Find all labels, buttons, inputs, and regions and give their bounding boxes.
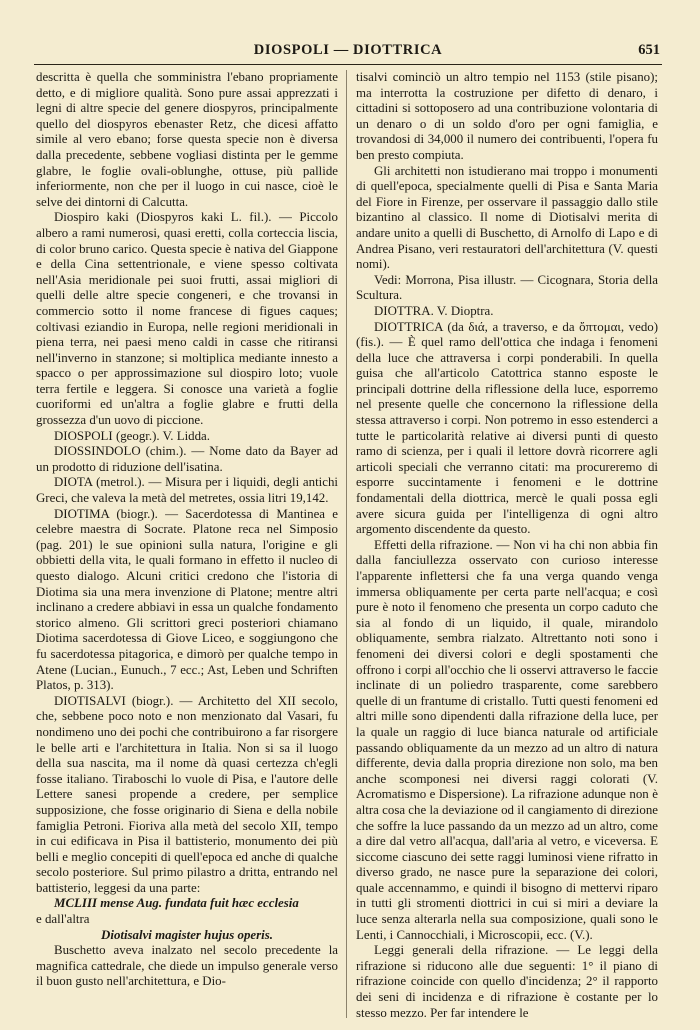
paragraph: Buschetto aveva inalzato nel secolo precedente la magnifica cattedrale, che diede un impulso generale verso il buon gusto nell'architettura, e Dio-: [36, 943, 338, 989]
entry-diota: DIOTA (metrol.). — Misura per i liquidi, degli antichi Greci, che valeva la metà del metretes, ossia litri 19,142.: [36, 475, 338, 506]
inscription-line-2: Diotisalvi magister hujus operis.: [101, 927, 273, 942]
entry-diotisalvi: DIOTISALVI (biogr.). — Architetto del XII secolo, che, sebbene poco noto e non menzionato dal Vasari, fu nondimeno uno dei pochi che contribuirono a far risorgere le belle arti e l'architettura in Italia. Non si sa il luogo della sua nascita, ma il nome dà quasi certezza ch'egli fosse italiano. Tiraboschi lo vuole di Pisa, e l'autore delle Lettere sanesi propende a credere, per semplice supposizione, che fosse originario di Siena e della nobile famiglia Petroni. Fioriva alla metà del secolo XII, tempo in cui edificava in Pisa il battisterio, monumento dei più belli e meglio concepiti di quell'epoca ed anche di qualche secolo posteriore. Sul primo pilastro a dritta, entrando nel battisterio, leggesi da una parte:: [36, 693, 338, 895]
header-title: DIOSPOLI — DIOTTRICA: [253, 42, 443, 58]
paragraph: tisalvi cominciò un altro tempio nel 1153 (stile pisano); ma interrotta la costruzione per difetto di denaro, i cittadini si sottoposero ad una contribuzione volontaria di un denaro o di un soldo d'oro per ogni famiglia, e trovandosi di 34,000 il numero dei contribuenti, l'opera fu ben presto compiuta.: [356, 70, 658, 162]
references: Vedi: Morrona, Pisa illustr. — Cicognara, Storia della Scultura.: [356, 272, 658, 303]
entry-diotima: DIOTIMA (biogr.). — Sacerdotessa di Mantinea e celebre maestra di Socrate. Platone reca nel Simposio (pag. 201) le sue opinioni sulla natura, l'origine e gli obbietti della vita, le quali formano in effetto il nucleo di questo dialogo. Alcuni critici credono che l'istoria di Diotima sia una mera invenzione di Platone; mentre altri inclinano a credere abbiavi in essa un qualche fondamento storico almeno. Gli scrittori greci posteriori chiamano Diotima sacerdotessa di Giove Liceo, e soggiungono che fu sacerdotessa pitagorica, e dimorò per qualche tempo in Atene (Lucian., Eunuch., 7 ecc.; Ast, Leben und Schriften Platos, p. 313).: [36, 506, 338, 693]
column-divider: [346, 70, 347, 1018]
paragraph: Gli architetti non istudierano mai troppo i monumenti di quell'epoca, specialmente quelli di Pisa e Santa Maria del Fiore in Firenze, per osservare il passaggio dallo stile bizantino al classico. Il nome di Diotisalvi merita di andare unito a quelli di Buschetto, di Arnolfo di Lapo e di Andrea Pisano, veri restauratori dell'architettura (V. questi nomi).: [356, 163, 658, 272]
connector-text: e dall'altra: [36, 912, 90, 927]
entry-diottrica: DIOTTRICA (da διά, a traverso, e da ὄπτομαι, vedo) (fis.). — È quel ramo dell'ottica che indaga i fenomeni della luce che attraversa i corpi ponderabili. In quella guisa che all'articolo Catottrica stanno esposte le principali dottrine della riflessione della luce, esporremo nel presente quelle che concernono la riflessione della stessa attraverso i corpi. Non potremo in esso estenderci a tutte le particolarità relative ai diversi punti di questo ramo di scienza, per i quali il lettore dovrà ricorrere agli articoli speciali che verranno citati: ma procureremo di esporre succintamente i fenomeni e le dottrine fondamentali della diottrica, mercè le quali possa egli avere sicura guida per l'intelligenza di ogni altro argomento discendente da questo.: [356, 319, 658, 537]
page-number: 651: [638, 42, 660, 58]
section-effetti-rifrazione: Effetti della rifrazione. — Non vi ha chi non abbia fin dalla fanciullezza osservato con curioso interesse l'apparente inflettersi che fa una verga quando venga immersa obliquamente per certa parte nell'acqua; e così pure è noto il fenomeno che presenta un corpo caduto che sia al fondo di un liquido, il quale, mirandolo obliquamente, sembra rialzato. Altrettanto noti sono i fenomeni dei diversi colori e degli spostamenti che offrono i corpi all'occhio che li osservi attraverso le faccie inclinate di un poliedro trasparente, come sarebbero quelle di un frantume di cristallo. Tutti questi fenomeni ed altri mille sono dipendenti dalla rifrazione della luce, per la quale un raggio di luce bianca naturale od artificiale passando obliquamente da un mezzo ad un altro di natura differente, devia dalla propria direzione non solo, ma ben anche scomponesi nei diversi raggi colorati (V. Acromatismo e Dispersione). La rifrazione adunque non è altra cosa che la deviazione od il cangiamento di direzione che soffre la luce passando da un mezzo ad un altro, come a dire dal vetro all'acqua, dall'aria al vetro, e viceversa. E siccome ciascuno dei sette raggi luminosi viene rifratto in diverso grado, ne nasce pure la separazione dei colori, quale accennammo, e quindi il bisogno di mettervi riparo in tutti gli stromenti diottrici in cui si miri a deviare la luce senza alterarla nella sua composizione, quali sono le Lenti, i Cannocchiali, i Microscopii, ecc. (V.).: [356, 537, 658, 942]
inscription-line-1: MCLIII mense Aug. fundata fuit hæc ecclesia: [54, 896, 299, 911]
section-leggi-rifrazione: Leggi generali della rifrazione. — Le leggi della rifrazione si riducono alle due seguenti: 1° il piano di rifrazione coincide con quello d'incidenza; 2° il rapporto dei seni di incidenza e di rifrazione è costante per lo stesso mezzo. Per far intendere le: [356, 943, 658, 1020]
entry-diospoli: DIOSPOLI (geogr.). V. Lidda.: [54, 428, 210, 443]
running-header: [34, 42, 662, 65]
left-column: [36, 70, 338, 990]
right-column: [356, 70, 658, 1021]
entry-diottra: DIOTTRA. V. Dioptra.: [374, 303, 494, 318]
entry-diossindolo: DIOSSINDOLO (chim.). — Nome dato da Bayer ad un prodotto di riduzione dell'isatina.: [36, 444, 338, 474]
entry-diospiro-kaki: Diospiro kaki (Diospyros kaki L. fil.). — Piccolo albero a rami numerosi, quasi eretti, colla corteccia liscia, di color bruno carico. Questa specie è nativa del Giappone e della Cina settentrionale, e viene spesso coltivata nell'Asia meridionale pei suoi frutti, assai migliori di quelli delle altre specie congeneri, e che trovansi in commercio sotto il nome francese di figues caques; coltivasi eziandio in Europa, nelle regioni meridionali in piena terra, nei paesi meno caldi in casse che ritiransi nell'inverno in stanzone; si moltiplica mediante innesto a spacco o per approssimazione sul diospiro loto; vuole terra fertile e leggera. Si conosce una varietà a foglie cuoriformi ed un'altra a foglie glabre e frutti della grossezza d'un uovo di piccione.: [36, 210, 338, 428]
paragraph: descritta è quella che somministra l'ebano propriamente detto, e di migliore qualità. Sono pure assai apprezzati i legni di altre specie del genere diospyros, principalmente quello del diospyros ebenaster Retz, che dicesi affatto simile al vero ebano; forse questa specie non è diversa dalla precedente, sebbene vogliasi distinta per le gemme glabre, le foglie ovali-oblunghe, ottuse, più pallide inferiormente, non che per il luogo in cui nasce, cioè le selve dei dintorni di Calcutta.: [36, 70, 338, 209]
